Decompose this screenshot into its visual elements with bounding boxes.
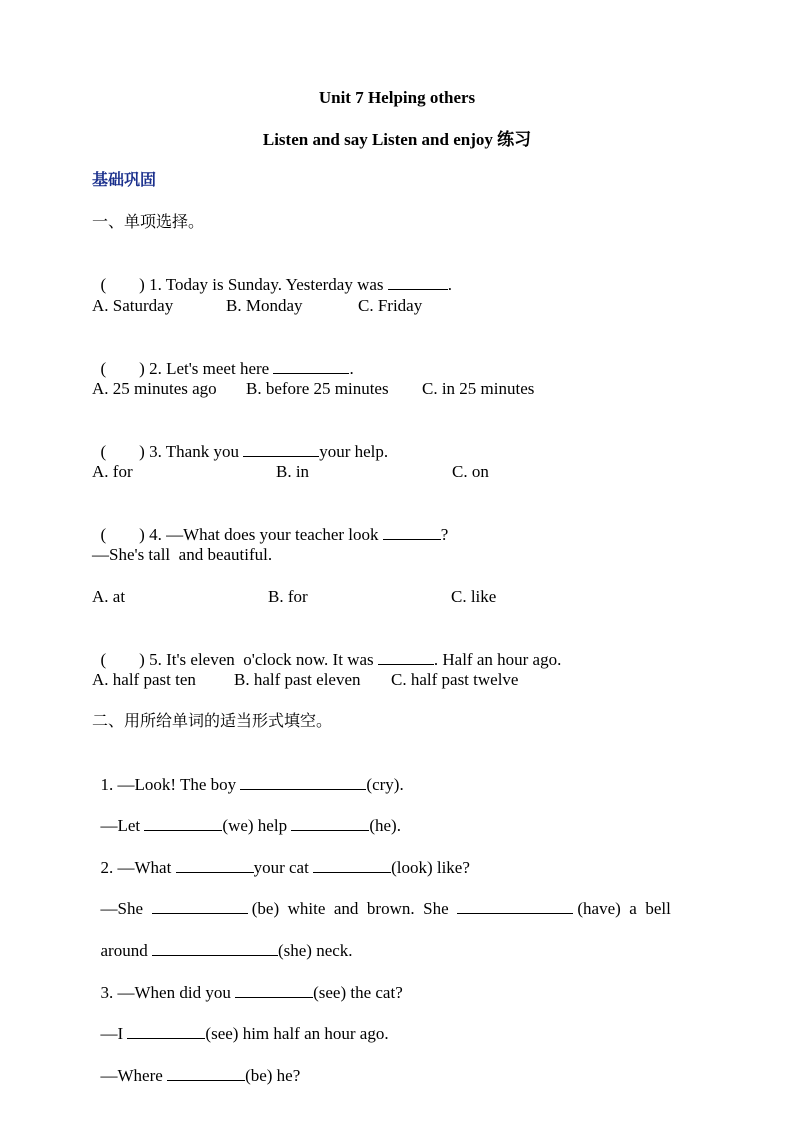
- part2-heading: 二、用所给单词的适当形式填空。: [92, 711, 333, 730]
- q1-text: ) 1. Today is Sunday. Yesterday was: [139, 275, 384, 294]
- part1-heading: 一、单项选择。: [92, 212, 205, 231]
- q1-end: .: [447, 275, 453, 294]
- line-text: around: [100, 941, 148, 960]
- page-title: Unit 7 Helping others: [318, 88, 476, 107]
- q4-option-b: B. for: [268, 587, 308, 606]
- line-text: (be) white and brown. She: [251, 899, 449, 918]
- fill-line-2c: [92, 920, 353, 961]
- q2-option-c: C. in 25 minutes: [422, 379, 535, 398]
- answer-blank[interactable]: [152, 898, 248, 914]
- q3-option-a: A. for: [92, 462, 133, 481]
- line-text: 3. —When did you: [100, 983, 231, 1002]
- q1-option-c: C. Friday: [358, 296, 423, 315]
- question-4: [92, 504, 448, 545]
- line-text: (see) the cat?: [313, 983, 403, 1002]
- answer-blank[interactable]: [167, 1065, 245, 1081]
- answer-blank[interactable]: [383, 524, 441, 540]
- q2-option-a: A. 25 minutes ago: [92, 379, 217, 398]
- line-text: 1. —Look! The boy: [100, 775, 237, 794]
- q3-text: ) 3. Thank you: [139, 442, 239, 461]
- q1-option-b: B. Monday: [226, 296, 303, 315]
- q4-end: ?: [440, 525, 449, 544]
- q5-option-b: B. half past eleven: [234, 670, 361, 689]
- question-3: [92, 421, 388, 462]
- line-text: (have) a bell: [577, 899, 671, 918]
- line-text: (we) help: [222, 816, 288, 835]
- fill-line-3c: [92, 1045, 300, 1086]
- question-5: [92, 629, 561, 670]
- fill-line-3a: [92, 962, 403, 1003]
- question-1: [92, 254, 452, 295]
- line-text: 2. —What: [100, 858, 172, 877]
- line-text: —She: [100, 899, 143, 918]
- answer-blank[interactable]: [313, 857, 391, 873]
- answer-blank[interactable]: [457, 898, 573, 914]
- open-paren: (: [100, 275, 107, 294]
- line-text: (she) neck.: [277, 941, 353, 960]
- answer-blank[interactable]: [291, 815, 369, 831]
- q2-end: .: [349, 359, 354, 378]
- answer-blank[interactable]: [388, 274, 448, 290]
- line-text: (see) him half an hour ago.: [205, 1024, 389, 1043]
- q4-option-a: A. at: [92, 587, 126, 606]
- line-text: your cat: [253, 858, 309, 877]
- q5-option-a: A. half past ten: [92, 670, 196, 689]
- line-text: —I: [100, 1024, 124, 1043]
- open-paren: (: [100, 442, 107, 461]
- q4-answer-line: —She's tall and beautiful.: [92, 545, 273, 564]
- section-label: 基础巩固: [92, 170, 157, 189]
- q3-end: your help.: [319, 442, 389, 461]
- question-2: [92, 338, 354, 379]
- open-paren: (: [100, 359, 107, 378]
- q4-option-c: C. like: [451, 587, 497, 606]
- q5-text: ) 5. It's eleven o'clock now. It was: [139, 650, 374, 669]
- q3-option-c: C. on: [452, 462, 489, 481]
- fill-line-2a: [92, 837, 470, 878]
- fill-line-1a: [92, 754, 404, 795]
- fill-line-1b: [92, 795, 401, 836]
- line-text: —Let: [100, 816, 141, 835]
- line-text: (look) like?: [391, 858, 470, 877]
- q4-text: ) 4. —What does your teacher look: [139, 525, 379, 544]
- q2-text: ) 2. Let's meet here: [139, 359, 270, 378]
- q2-option-b: B. before 25 minutes: [246, 379, 389, 398]
- q5-end: . Half an hour ago.: [433, 650, 562, 669]
- answer-blank[interactable]: [273, 358, 349, 374]
- q5-option-c: C. half past twelve: [391, 670, 519, 689]
- answer-blank[interactable]: [240, 774, 366, 790]
- answer-blank[interactable]: [378, 649, 434, 665]
- answer-blank[interactable]: [152, 940, 278, 956]
- page-subtitle: Listen and say Listen and enjoy 练习: [262, 130, 532, 149]
- open-paren: (: [100, 525, 107, 544]
- open-paren: (: [100, 650, 107, 669]
- answer-blank[interactable]: [243, 441, 319, 457]
- answer-blank[interactable]: [235, 982, 313, 998]
- fill-line-2b: [92, 878, 671, 919]
- q1-option-a: A. Saturday: [92, 296, 174, 315]
- line-text: (be) he?: [245, 1066, 301, 1085]
- line-text: —Where: [100, 1066, 163, 1085]
- answer-blank[interactable]: [144, 815, 222, 831]
- answer-blank[interactable]: [127, 1023, 205, 1039]
- line-text: (cry).: [366, 775, 404, 794]
- q3-option-b: B. in: [276, 462, 310, 481]
- fill-line-3b: [92, 1003, 389, 1044]
- answer-blank[interactable]: [176, 857, 254, 873]
- line-text: (he).: [369, 816, 401, 835]
